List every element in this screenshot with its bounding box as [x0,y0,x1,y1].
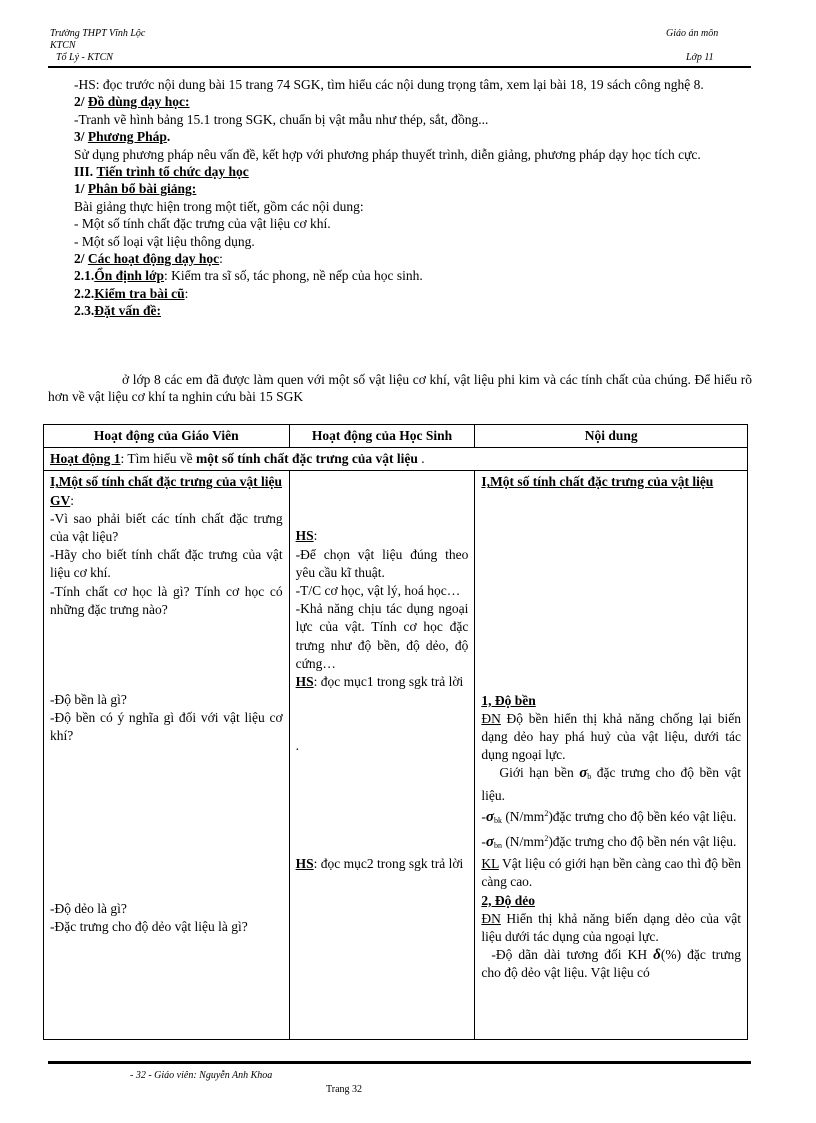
school-name: Trường THPT Vĩnh Lộc [50,28,146,39]
step-2-3-num: 2.3. [74,303,95,319]
lesson-table [43,424,748,1040]
content-bn: $-\sigma_{bn}$ $(N/mm^2)đặc$ trưng cho độ bền nén vật liệu. [481,834,737,851]
elong-text-1: -Độ dãn dài tương đối KH [491,947,654,963]
bk-tail: )đặc trưng cho độ bền kéo vật liệu. [548,808,737,824]
student-a1: -Để chọn vật liệu đúng theo yêu cầu kĩ thuật. [295,546,469,580]
sigma-sub-bk: bk [493,815,502,825]
student-a2: -T/C cơ học, vật lý, hoá học… [295,583,461,599]
heading-activities-tail: : [219,251,223,267]
footer-rule [48,1061,751,1064]
alloc-line-1: Bài giảng thực hiện trong một tiết, gồm các nội dung: [74,198,364,214]
alloc-line-2: - Một số tính chất đặc trưng của vật liệu cơ khí. [74,216,331,232]
heading-activities-label: Các hoạt động dạy học [87,251,220,267]
doc-type: Giáo án môn [666,28,719,39]
step-2-2-label: Kiểm tra bài cũ [94,285,185,301]
teacher-q1: -Vì sao phải biết các tính chất đặc trưng của vật liệu? [50,510,283,545]
step-2-1-text: : Kiểm tra sĩ số, tác phong, nề nếp của học sinh. [164,268,423,284]
hs-prep-text: -HS: đọc trước nội dung bài 15 trang 74 SGK, tìm hiểu các nội dung trọng tâm, xem lại bài 18, 19 sách công nghệ 8. [74,77,704,92]
col-teacher: Hoạt động của Giáo Viên [44,425,290,448]
step-2-2 [74,285,754,302]
step-2-1 [74,267,754,284]
content-bk: $-\sigma_{bk}$ $(N/mm^2)đặc$ trưng cho độ bền kéo vật liệu. [481,808,737,825]
grade: Lớp 11 [686,52,714,63]
heading-iii-num: III. [74,164,94,180]
heading-activities [74,250,754,267]
activity-label: Hoạt động 1 [50,451,121,467]
heading-alloc [74,180,754,197]
tools-text: -Tranh vẽ hình bảng 15.1 trong SGK, chuẩn bị vật mẫu như thép, sắt, đồng... [74,111,489,127]
body-row [44,471,748,1040]
group-name: Tổ Lý - KTCN [56,52,113,63]
heading-tools-num: 2/ [74,94,85,110]
d1-def-text: Độ bền hiển thị khả năng chống lại biến dạng dẻo hay phá huỷ của vật liệu, dưới tác dụng ngoại lực. [481,710,741,763]
header-rule [48,66,751,68]
intro-section [74,76,754,320]
gv-text: GV [50,492,71,508]
content-limit [481,764,741,804]
table-header-row [44,425,748,448]
heading-tools-label: Đồ dùng dạy học: [87,94,190,110]
content-elong [481,946,741,982]
unit-bn: (N/mm [501,834,545,850]
heading-method-tail: . [166,129,171,145]
sigma-sub-b: b [587,772,592,782]
student-a3: -Khả năng chịu tác dụng ngoại lực của vật. Tính cơ học đặc trưng như độ bền, độ dẻo, độ cứng… [295,601,469,671]
heading-method-label: Phương Pháp [87,129,167,145]
step-2-3-text: ở lớp 8 các em đã được làm quen với một số vật liệu cơ khí, vật liệu phi kim và các tính chất của chúng. Để hiểu rõ hơn về vật liệu cơ khí ta nghin cứu bài 15 SGK [48,372,752,405]
col-student: Hoạt động của Học Sinh [289,425,475,448]
teacher-q7: -Đặc trưng cho độ dẻo vật liệu là gì? [50,918,248,934]
teacher-q4: -Độ bền là gì? [50,692,127,708]
teacher-cell [44,471,290,1040]
content-d1-title: 1, Độ bền [481,692,536,708]
bn-tail: )đặc trưng cho độ bền nén vật liệu. [548,834,737,850]
unit-sq-bn: 2 [544,834,549,844]
d2-def-text: Hiển thị khả năng biến dạng dẻo của vật liệu dưới tác dụng của ngoại lực. [481,910,741,945]
sigma-symbol-bn: σ [485,834,494,851]
kl-label: KL [481,856,499,872]
heading-method [74,128,754,145]
heading-tools [74,93,754,110]
method-text: Sử dụng phương pháp nêu vấn đề, kết hợp với phương pháp thuyết trình, diễn giảng, phương pháp dạy học tích cực. [74,146,701,162]
heading-iii-label: Tiến trình tổ chức dạy học [96,164,249,180]
footer-teacher: - 32 - Giáo viên: Nguyễn Anh Khoa [130,1070,273,1081]
hs-label-1-text: HS [295,528,314,544]
teacher-q6: -Độ dẻo là gì? [50,900,127,916]
student-a5 [296,855,469,873]
gv-tail: : [70,492,75,508]
student-a4-text: : đọc mục1 trong sgk trả lời [313,674,464,690]
activity-cell [44,448,748,471]
content-d1-def [481,710,741,765]
content-d2-def [481,910,741,946]
activity-tail: . [417,451,425,467]
hs-label-2: HS [295,674,314,690]
kl-text: Vật liệu có giới hạn bền càng cao thì độ bền càng cao. [481,856,741,890]
sigma-symbol-bk: σ [485,808,494,825]
delta-symbol: δ [653,947,661,964]
step-2-2-num: 2.2. [74,285,95,301]
step-2-2-tail: : [184,285,189,301]
step-2-1-label: Ổn định lớp [94,268,165,284]
elong-text-2: (%) đặc trưng cho độ dẻo vật liệu. Vật liệu có [481,947,741,981]
step-2-3 [74,302,754,319]
teacher-q5: -Độ bền có ý nghĩa gì đối với vật liệu cơ khí? [50,710,283,744]
hs-label-3: HS [295,856,314,872]
teacher-q3: -Tính chất cơ học là gì? Tính cơ học có những đặc trưng nào? [50,583,283,617]
student-a5-text: : đọc mục2 trong sgk trả lời [313,856,464,872]
content-cell [475,471,748,1040]
teacher-q2: -Hãy cho biết tính chất đặc trưng của vật liệu cơ khí. [50,547,283,581]
sigma-sub-bn: bn [493,841,502,851]
heading-iii [74,163,754,180]
activity-row [44,448,748,471]
unit-bk: (N/mm [501,808,545,824]
student-a4 [296,673,469,691]
alloc-line-3: - Một số loại vật liệu thông dụng. [74,233,255,249]
heading-alloc-num: 1/ [74,181,85,197]
content-d2-title: 2, Độ dẻo [481,892,535,908]
subject-tag: KTCN [50,40,76,51]
dn-label-1: ĐN [481,710,501,726]
heading-alloc-label: Phân bổ bài giảng: [87,181,197,197]
limit-text-1: Giới hạn bền [499,765,580,781]
dn-label-2: ĐN [481,910,501,926]
limit-text-2: đặc trưng cho độ bền vật liệu. [481,765,741,803]
step-2-1-num: 2.1. [74,268,95,284]
hs-label-1 [296,527,469,545]
content-title: I,Một số tính chất đặc trưng của vật liệu [481,474,714,490]
student-dot: . [295,738,299,754]
hs-label-1-tail: : [313,528,318,544]
activity-text: : Tìm hiểu về [120,451,197,467]
unit-sq-bk: 2 [544,808,549,818]
hs-prep [74,76,754,93]
heading-activities-num: 2/ [74,251,85,267]
student-cell [289,471,475,1040]
activity-bold: một số tính chất đặc trưng của vật liệu [196,451,418,467]
sigma-symbol: σ [579,765,588,782]
teacher-title: I,Một số tính chất đặc trưng của vật liệu [50,474,282,490]
heading-method-num: 3/ [74,129,85,145]
footer-page: Trang 32 [326,1084,363,1095]
step-2-3-label: Đặt vấn đề: [94,303,161,319]
content-kl [481,855,741,891]
col-content: Nội dung [475,425,748,448]
gv-label [50,492,283,510]
